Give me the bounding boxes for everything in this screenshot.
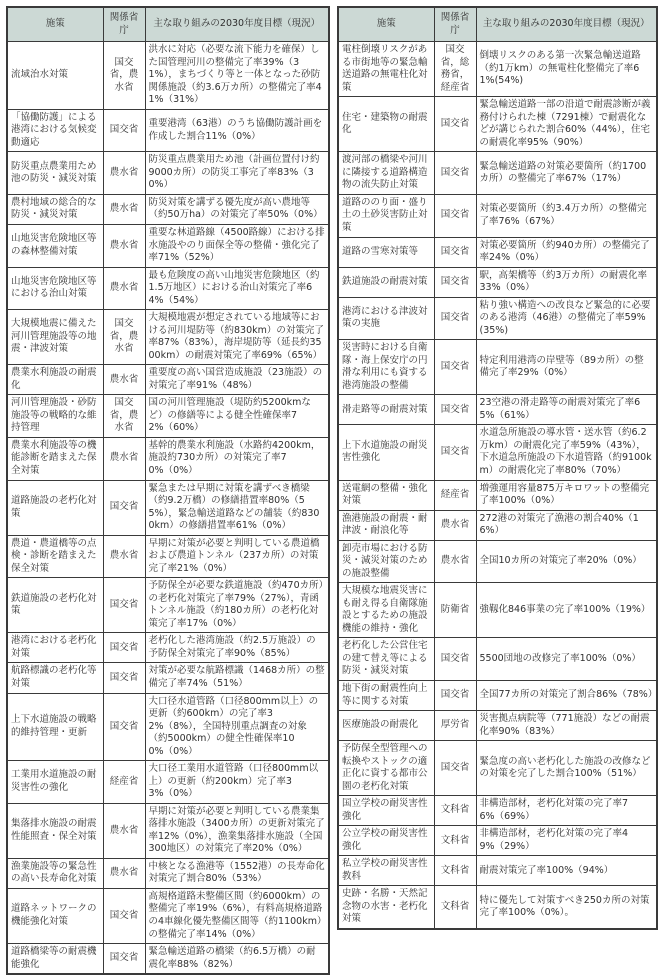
ministry-cell: 文科省	[434, 856, 476, 886]
column-header-ministry: 関係省庁	[434, 7, 476, 42]
measure-cell: 公立学校の耐災害性強化	[338, 826, 434, 856]
ministry-cell: 農水省	[103, 437, 145, 480]
measure-cell: 老朽化した公営住宅の建て替え等による防災・減災対策	[338, 638, 434, 681]
ministry-cell: 国交省，農水省	[103, 310, 145, 365]
table-row	[7, 310, 329, 365]
target-cell: 早期に対策が必要と判明している農道橋および農道トンネル（237カ所）の対策完了率21%（0%）	[145, 535, 329, 578]
measure-cell: 卸売市場における防災・減災対策のための施設整備	[338, 540, 434, 583]
target-cell: 重要港湾（63港）のうち協働防護計画を作成した割合11%（0%）	[145, 109, 329, 152]
table-row	[338, 267, 657, 297]
measure-cell: 鉄道施設の耐震対策	[338, 267, 434, 297]
ministry-cell: 国交省，総務省，経産省	[434, 42, 476, 97]
measure-cell: 港湾における津波対策の実施	[338, 297, 434, 340]
table-row	[7, 693, 329, 761]
ministry-cell: 厚労省	[434, 711, 476, 741]
measure-cell: 送電網の整備・強化対策	[338, 480, 434, 510]
table-row	[338, 297, 657, 340]
table-row	[7, 267, 329, 310]
table-row	[7, 365, 329, 395]
target-cell: 耐震対策完了率100%（94%）	[476, 856, 657, 886]
ministry-cell: 農水省	[434, 540, 476, 583]
target-cell: 23空港の滑走路等の耐震対策完了率65%（61%）	[476, 395, 657, 425]
measure-cell: 河川管理施設・砂防施設等の戦略的な維持管理	[7, 395, 103, 438]
target-cell: 洪水に対応（必要な流下能力を確保）した国管理河川の整備完了率39%（31%），まちづくり等と一体となった砂防関係施設（約3.6万カ所）の整備完了率41%（31%）	[145, 42, 329, 110]
measure-cell: 住宅・建築物の耐震化	[338, 97, 434, 152]
table-row	[7, 803, 329, 858]
target-cell: 防災重点農業用ため池（計画位置付け約9000カ所）の防災工事完了率83%（30%）	[145, 152, 329, 195]
table-row	[338, 480, 657, 510]
ministry-cell: 国交省	[434, 741, 476, 796]
target-cell: 非構造部材，老朽化対策の完了率76%（69%）	[476, 796, 657, 826]
target-cell: 増強運用容量875万キロワットの整備完了率100%（0%）	[476, 480, 657, 510]
target-cell: 非構造部材，老朽化対策の完了率49%（29%）	[476, 826, 657, 856]
table-row	[7, 858, 329, 888]
target-cell: 中核となる漁港等（1552港）の長寿命化対策完了割合80%（53%）	[145, 858, 329, 888]
measure-cell: 集落排水施設の耐震性能照査・保全対策	[7, 803, 103, 858]
table-row	[338, 826, 657, 856]
ministry-cell: 国交省	[434, 425, 476, 480]
table-row	[338, 886, 657, 929]
measure-cell: 山地災害危険地区等の森林整備対策	[7, 224, 103, 267]
table-row	[7, 437, 329, 480]
column-header-measure: 施策	[7, 7, 103, 42]
measure-cell: 流域治水対策	[7, 42, 103, 110]
target-cell: 対策必要箇所（約940カ所）の整備完了率24%（0%）	[476, 237, 657, 267]
measure-cell: 地下街の耐震性向上等に関する対策	[338, 680, 434, 710]
measure-cell: 漁業施設等の緊急性の高い長寿命化対策	[7, 858, 103, 888]
header-row	[338, 7, 657, 42]
target-cell: 全国10カ所の対策完了率20%（0%）	[476, 540, 657, 583]
measure-cell: 航路標識の老朽化等対策	[7, 663, 103, 693]
measure-cell: 私立学校の耐災害性教科	[338, 856, 434, 886]
measure-cell: 大規模地震に備えた河川管理施設等の地震・津波対策	[7, 310, 103, 365]
target-cell: 老朽化した港湾施設（約2.5万施設）の予防保全対策完了率90%（85%）	[145, 633, 329, 663]
table-row	[338, 425, 657, 480]
target-cell: 大規模地震が想定されている地域等における河川堤防等（約830km）の対策完了率87%（83%），海岸堤防等（延長約3500km）の耐震対策完了率69%（65%）	[145, 310, 329, 365]
table-row	[338, 152, 657, 195]
table-row	[7, 395, 329, 438]
column-header-ministry: 関係省庁	[103, 7, 145, 42]
ministry-cell: 文科省	[434, 796, 476, 826]
measure-cell: 災害時における自衛隊・海上保安庁の円滑な利用にも資する港湾施設の整備	[338, 340, 434, 395]
ministry-cell: 国交省，農水省	[103, 42, 145, 110]
target-cell: 緊急輸送道路の橋梁（約6.5万橋）の耐震化率88%（82%）	[145, 944, 329, 975]
target-cell: 大口径水道管路（口径800mm以上）の更新（約600km）の完了率32%（8%），全国特別重点調査の対象（約5000km）の健全性確保率100%（0%）	[145, 693, 329, 761]
ministry-cell: 国交省	[434, 395, 476, 425]
measure-cell: 漁港施設の耐震・耐津波・耐浪化等	[338, 510, 434, 540]
ministry-cell: 農水省	[103, 365, 145, 395]
measure-cell: 港湾における老朽化対策	[7, 633, 103, 663]
measure-cell: 山地災害危険地区等における治山対策	[7, 267, 103, 310]
measure-cell: 農業水利施設等の機能診断を踏まえた保全対策	[7, 437, 103, 480]
measure-cell: 国立学校の耐災害性強化	[338, 796, 434, 826]
target-cell: 緊急度の高い老朽化した施設の改修などの対策を完了した割合100%（51%）	[476, 741, 657, 796]
measure-cell: 「協働防護」による港湾における気候変動適応	[7, 109, 103, 152]
ministry-cell: 文科省	[434, 826, 476, 856]
table-row	[7, 42, 329, 110]
table-row	[338, 540, 657, 583]
table-row	[7, 152, 329, 195]
measure-cell: 医療施設の耐震化	[338, 711, 434, 741]
table-row	[7, 663, 329, 693]
ministry-cell: 国交省	[434, 97, 476, 152]
target-cell: 基幹的農業水利施設（水路約4200km，施設約730カ所）の対策完了率70%（0%）	[145, 437, 329, 480]
ministry-cell: 農水省	[103, 803, 145, 858]
measure-cell: 鉄道施設の老朽化対策	[7, 578, 103, 633]
measure-cell: 工業用水道施設の耐災害性の強化	[7, 761, 103, 804]
ministry-cell: 国交省	[103, 109, 145, 152]
target-cell: 5500団地の改修完了率100%（0%）	[476, 638, 657, 681]
measure-cell: 農道・農道橋等の点検・診断を踏まえた保全対策	[7, 535, 103, 578]
measure-cell: 農村地域の総合的な防災・減災対策	[7, 194, 103, 224]
target-cell: 全国77カ所の対策完了割合86%（78%）	[476, 680, 657, 710]
measure-cell: 予防保全型管理への転換やストックの適正化に資する都市公園の老朽化対策	[338, 741, 434, 796]
measure-cell: 電柱倒壊リスクがある市街地等の緊急輸送道路の無電柱化対策	[338, 42, 434, 97]
table-row	[338, 97, 657, 152]
ministry-cell: 国交省	[103, 633, 145, 663]
ministry-cell: 国交省	[103, 888, 145, 943]
ministry-cell: 農水省	[103, 535, 145, 578]
target-cell: 特に優先して対策すべき250カ所の対策完了率100%（0%）。	[476, 886, 657, 929]
table-row	[7, 194, 329, 224]
table-row	[338, 510, 657, 540]
target-cell: 大口径工業用水道管路（口径800mm以上）の更新（約200km）完了率33%（0%）	[145, 761, 329, 804]
table-row	[338, 741, 657, 796]
table-row	[338, 711, 657, 741]
ministry-cell: 国交省	[434, 680, 476, 710]
ministry-cell: 農水省	[103, 858, 145, 888]
table-row	[338, 638, 657, 681]
ministry-cell: 国交省	[434, 340, 476, 395]
table-row	[338, 395, 657, 425]
table-row	[7, 888, 329, 943]
ministry-cell: 国交省	[434, 152, 476, 195]
target-cell: 早期に対策が必要と判明している農業集落排水施設（3400カ所）の更新対策完了率12%（0%），漁業集落排水施設（全国300地区）の対策完了率20%（0%）	[145, 803, 329, 858]
table-body	[7, 42, 329, 975]
column-header-target: 主な取り組みの2030年度目標（現況）	[145, 7, 329, 42]
ministry-cell: 経産省	[434, 480, 476, 510]
measure-cell: 上下水道施設の耐災害性強化	[338, 425, 434, 480]
table-row	[7, 535, 329, 578]
ministry-cell: 国交省	[434, 267, 476, 297]
ministry-cell: 国交省	[434, 297, 476, 340]
table-row	[338, 796, 657, 826]
ministry-cell: 文科省	[434, 886, 476, 929]
measure-cell: 道路施設の老朽化対策	[7, 480, 103, 535]
table-row	[338, 237, 657, 267]
ministry-cell: 防衛省	[434, 583, 476, 638]
target-cell: 水道急所施設の導水管・送水管（約6.2万km）の耐震化完了率59%（43%），下水道急所施設の下水道管路（約9100km）の耐震化完了率80%（70%）	[476, 425, 657, 480]
ministry-cell: 国交省	[103, 480, 145, 535]
measure-cell: 渡河部の橋梁や河川に隣接する道路構造物の流失防止対策	[338, 152, 434, 195]
table-row	[338, 194, 657, 237]
ministry-cell: 国交省	[434, 194, 476, 237]
target-cell: 高規格道路未整備区間（約6000km）の整備完了率19%（6%），有料高規格道路の4車線化優先整備区間等（約1100km）の整備完了率14%（0%）	[145, 888, 329, 943]
table-row	[7, 633, 329, 663]
target-cell: 重要度の高い国営造成施設（23施設）の対策完了率91%（48%）	[145, 365, 329, 395]
measure-cell: 道路の雪寒対策等	[338, 237, 434, 267]
target-cell: 緊急輸送道路一部の沿道で耐震診断が義務付けられた棟（7291棟）で耐震化などが講じられた割合60%（44%），住宅の耐震化率95%（90%）	[476, 97, 657, 152]
ministry-cell: 国交省	[103, 663, 145, 693]
ministry-cell: 農水省	[434, 510, 476, 540]
table-row	[7, 480, 329, 535]
measure-cell: 滑走路等の耐震対策	[338, 395, 434, 425]
ministry-cell: 国交省	[434, 237, 476, 267]
target-cell: 緊急輸送道路の対策必要箇所（約1700カ所）の整備完了率67%（17%）	[476, 152, 657, 195]
ministry-cell: 国交省	[103, 944, 145, 975]
policy-table-right	[337, 6, 658, 930]
target-cell: 緊急または早期に対策を講ずべき橋梁（約9.2万橋）の修繕措置率80%（55%），緊急輸送道路などの舗装（約8300km）の修繕措置率61%（0%）	[145, 480, 329, 535]
table-header	[338, 7, 657, 42]
measure-cell: 道路ネットワークの機能強化対策	[7, 888, 103, 943]
table-row	[338, 856, 657, 886]
target-cell: 特定利用港湾の岸壁等（89カ所）の整備完了率29%（0%）	[476, 340, 657, 395]
target-cell: 対策必要箇所（約3.4万カ所）の整備完了率76%（67%）	[476, 194, 657, 237]
target-cell: 災害拠点病院等（771施設）などの耐震化率90%（83%）	[476, 711, 657, 741]
measure-cell: 農業水利施設の耐震化	[7, 365, 103, 395]
table-row	[338, 680, 657, 710]
ministry-cell: 国交省	[103, 578, 145, 633]
measure-cell: 防災重点農業用ため池の防災・減災対策	[7, 152, 103, 195]
table-header	[7, 7, 329, 42]
header-row	[7, 7, 329, 42]
target-cell: 最も危険度の高い山地災害危険地区（約1.5万地区）における治山対策完了率64%（54%）	[145, 267, 329, 310]
target-cell: 予防保全が必要な鉄道施設（約470カ所）の老朽化対策完了率79%（27%），青函トンネル施設（約180カ所）の老朽化対策完了率17%（0%）	[145, 578, 329, 633]
target-cell: 粘り強い構造への改良など緊急的に必要のある港湾（46港）の整備完了率59%(35%)	[476, 297, 657, 340]
measure-cell: 大規模な地震災害にも耐え得る自衛隊施設とするための施設機能の維持・強化	[338, 583, 434, 638]
table-row	[7, 944, 329, 975]
table-row	[338, 42, 657, 97]
ministry-cell: 農水省	[103, 194, 145, 224]
measure-cell: 史跡・名勝・天然記念物の水害・老朽化対策	[338, 886, 434, 929]
ministry-cell: 国交省	[434, 638, 476, 681]
ministry-cell: 経産省	[103, 761, 145, 804]
policy-table-left	[6, 6, 330, 975]
table-row	[7, 578, 329, 633]
target-cell: 駅，高架橋等（約3万カ所）の耐震化率33%（0%）	[476, 267, 657, 297]
ministry-cell: 農水省	[103, 224, 145, 267]
target-cell: 防災対策を講ずる優先度が高い農地等（約50万ha）の対策完了率50%（0%）	[145, 194, 329, 224]
ministry-cell: 国交省，農水省	[103, 395, 145, 438]
table-row	[338, 340, 657, 395]
target-cell: 重要な林道路線（4500路線）における排水施設やのり面保全等の整備・強化完了率71%（52%）	[145, 224, 329, 267]
column-header-measure: 施策	[338, 7, 434, 42]
target-cell: 対策が必要な航路標識（1468カ所）の整備完了率74%（51%）	[145, 663, 329, 693]
target-cell: 倒壊リスクのある第一次緊急輸送道路（約1万km）の無電柱化整備完了率61%(54%)	[476, 42, 657, 97]
table-body	[338, 42, 657, 929]
target-cell: 国の河川管理施設（堤防約5200kmなど）の修繕等による健全性確保率72%（60%）	[145, 395, 329, 438]
table-row	[338, 583, 657, 638]
table-row	[7, 761, 329, 804]
measure-cell: 道路ののり面・盛り土の土砂災害防止対策	[338, 194, 434, 237]
column-header-target: 主な取り組みの2030年度目標（現況）	[476, 7, 657, 42]
table-row	[7, 224, 329, 267]
table-row	[7, 109, 329, 152]
measure-cell: 道路橋梁等の耐震機能強化	[7, 944, 103, 975]
ministry-cell: 農水省	[103, 152, 145, 195]
measure-cell: 上下水道施設の戦略的維持管理・更新	[7, 693, 103, 761]
ministry-cell: 農水省	[103, 267, 145, 310]
target-cell: 272港の対策完了漁港の割合40%（16%）	[476, 510, 657, 540]
ministry-cell: 国交省	[103, 693, 145, 761]
target-cell: 強靱化846事業の完了率100%（19%）	[476, 583, 657, 638]
